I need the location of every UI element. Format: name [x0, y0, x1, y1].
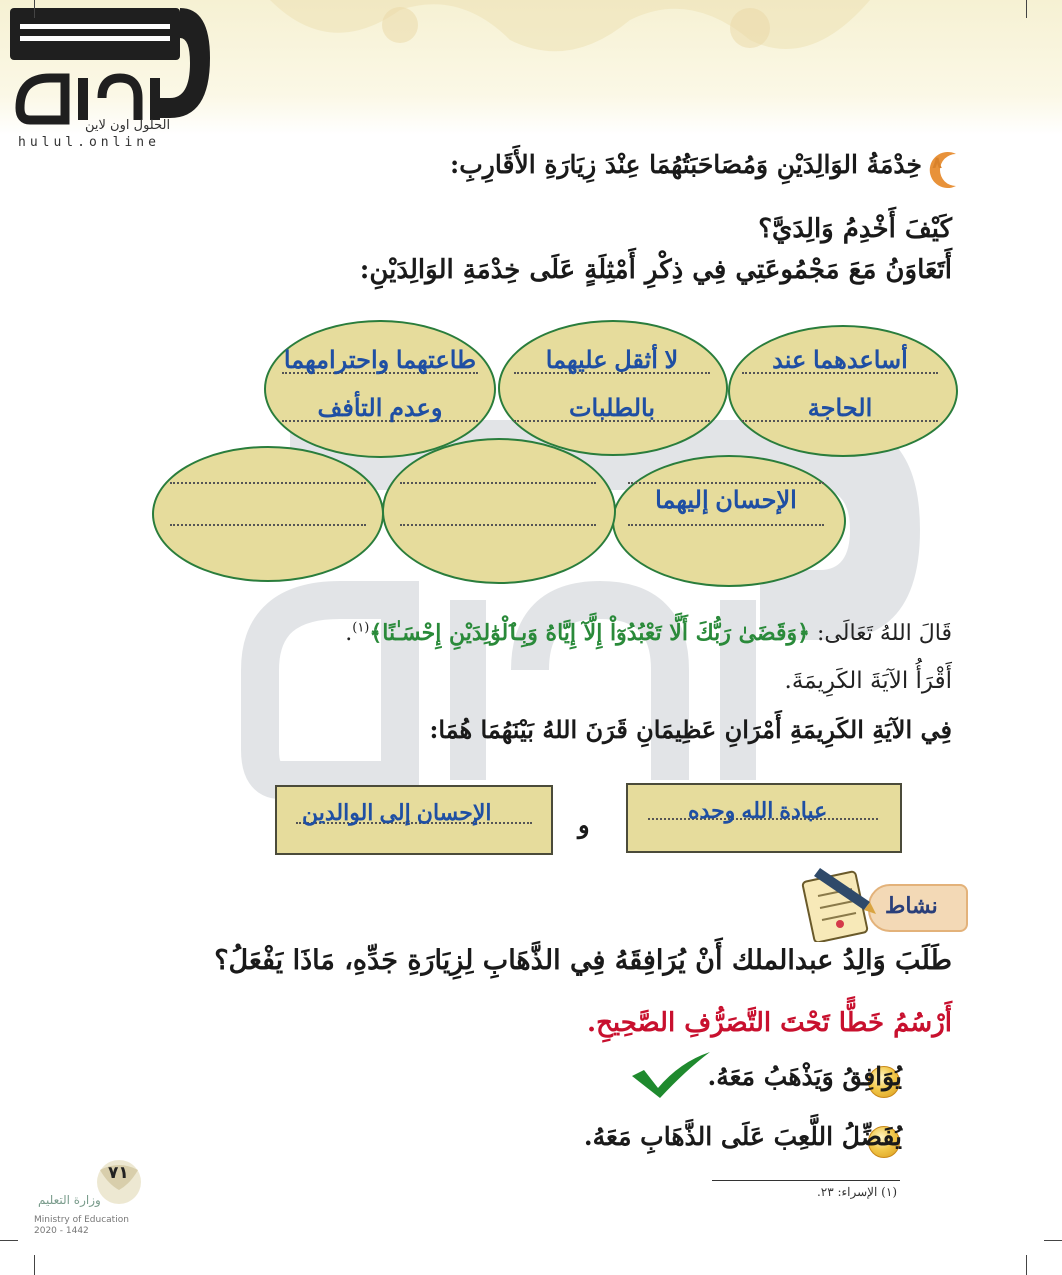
oval-answer-1[interactable]: [728, 325, 958, 457]
checkmark-icon: [630, 1050, 712, 1100]
oval-3-line-1: طاعتهما واحترامهما: [283, 347, 477, 374]
page-number: ٧١: [108, 1163, 129, 1183]
answer-line: [628, 524, 824, 526]
oval-answer-4[interactable]: [612, 455, 846, 587]
crop-mark: [1026, 0, 1027, 18]
answer-line: [400, 482, 596, 484]
logo-caption: الحلول اون لاين: [85, 118, 171, 133]
notepad-pen-icon: [800, 862, 878, 942]
oval-answer-6[interactable]: [152, 446, 384, 582]
oval-answer-5[interactable]: [382, 438, 616, 584]
verse-ref-mark: (١): [352, 620, 370, 636]
verse-line: [345, 620, 952, 646]
question-cooperate: أَتَعَاوَنُ مَعَ مَجْمُوعَتِي فِي ذِكْرِ أَمْثِلَةٍ عَلَى خِدْمَةِ الوَالِدَيْنِ:: [359, 255, 952, 285]
activity-label: نشاط: [885, 893, 938, 918]
answer-line: [170, 524, 366, 526]
footnote-divider: [712, 1180, 900, 1181]
option-prefer-play[interactable]: يُفَضِّلُ اللَّعِبَ عَلَى الذَّهَابِ مَعَهُ.: [583, 1122, 902, 1151]
conjunction-and: و: [578, 810, 590, 839]
crop-mark: [34, 1255, 35, 1275]
two-matters-prompt: فِي الآيَةِ الكَرِيمَةِ أَمْرَانِ عَظِيمَانِ قَرَنَ اللهُ بَيْنَهُمَا هُمَا:: [429, 715, 952, 744]
logo-url: hulul.online: [18, 135, 160, 150]
oval-4-line-1: الإحسان إليهما: [655, 487, 797, 514]
answer-kindness-parents: الإحسان إلى الوالدين: [302, 800, 492, 825]
oval-2-line-2: بالطلبات: [568, 395, 656, 422]
oval-3-line-2: وعدم التأفف: [317, 395, 443, 422]
activity-instruction: أَرْسُمُ خَطًّا تَحْتَ التَّصَرُّفِ الصَّحِيحِ.: [587, 1008, 952, 1038]
read-verse-instruction: أَقْرَأُ الآيَةَ الكَرِيمَةَ.: [784, 668, 952, 694]
section-number: ٨: [932, 153, 942, 172]
crop-mark: [34, 0, 35, 18]
edition-year: 2020 - 1442: [34, 1226, 89, 1236]
crop-mark: [0, 1240, 18, 1241]
crop-mark: [1026, 1255, 1027, 1275]
answer-line: [628, 482, 824, 484]
verse-end: .: [345, 621, 353, 646]
verse-intro: قَالَ اللهُ تَعَالَى:: [817, 621, 952, 646]
option-agree[interactable]: يُوَافِقُ وَيَذْهَبُ مَعَهُ.: [707, 1062, 902, 1091]
ministry-name-en: Ministry of Education: [34, 1215, 129, 1225]
oval-2-line-1: لا أثقل عليهما: [545, 347, 679, 374]
oval-1-line-1: أساعدهما عند: [772, 347, 908, 374]
oval-1-line-2: الحاجة: [807, 395, 873, 422]
oval-answer-3[interactable]: [264, 320, 496, 458]
crop-mark: [1044, 1240, 1062, 1241]
activity-question: طَلَبَ وَالِدُ عبدالملك أَنْ يُرَافِقَهُ فِي الذَّهَابِ لِزِيَارَةِ جَدِّهِ، مَاذَا يَفْعَلُ؟: [214, 945, 952, 976]
answer-line: [400, 524, 596, 526]
header-ornament: [250, 0, 890, 70]
question-how-serve: كَيْفَ أَخْدِمُ وَالِدَيَّ؟: [758, 214, 952, 244]
section-title: خِدْمَةُ الوَالِدَيْنِ وَمُصَاحَبَتُهُمَا عِنْدَ زِيَارَةِ الأَقَارِبِ:: [450, 150, 922, 179]
verse-quote: ﴿وَقَضَىٰ رَبُّكَ أَلَّا تَعْبُدُوٓاْ إِلَّآ إِيَّاهُ وَبِٱلْوَٰلِدَيْنِ إِحْسَـٰنًا﴾: [369, 620, 811, 646]
footnote: (١) الإسراء: ٢٣.: [816, 1185, 897, 1199]
answer-line: [170, 482, 366, 484]
ministry-name-ar: وزارة التعليم: [38, 1193, 101, 1207]
answer-worship-allah: عبادة الله وحده: [688, 798, 828, 823]
oval-answer-2[interactable]: [498, 320, 728, 456]
